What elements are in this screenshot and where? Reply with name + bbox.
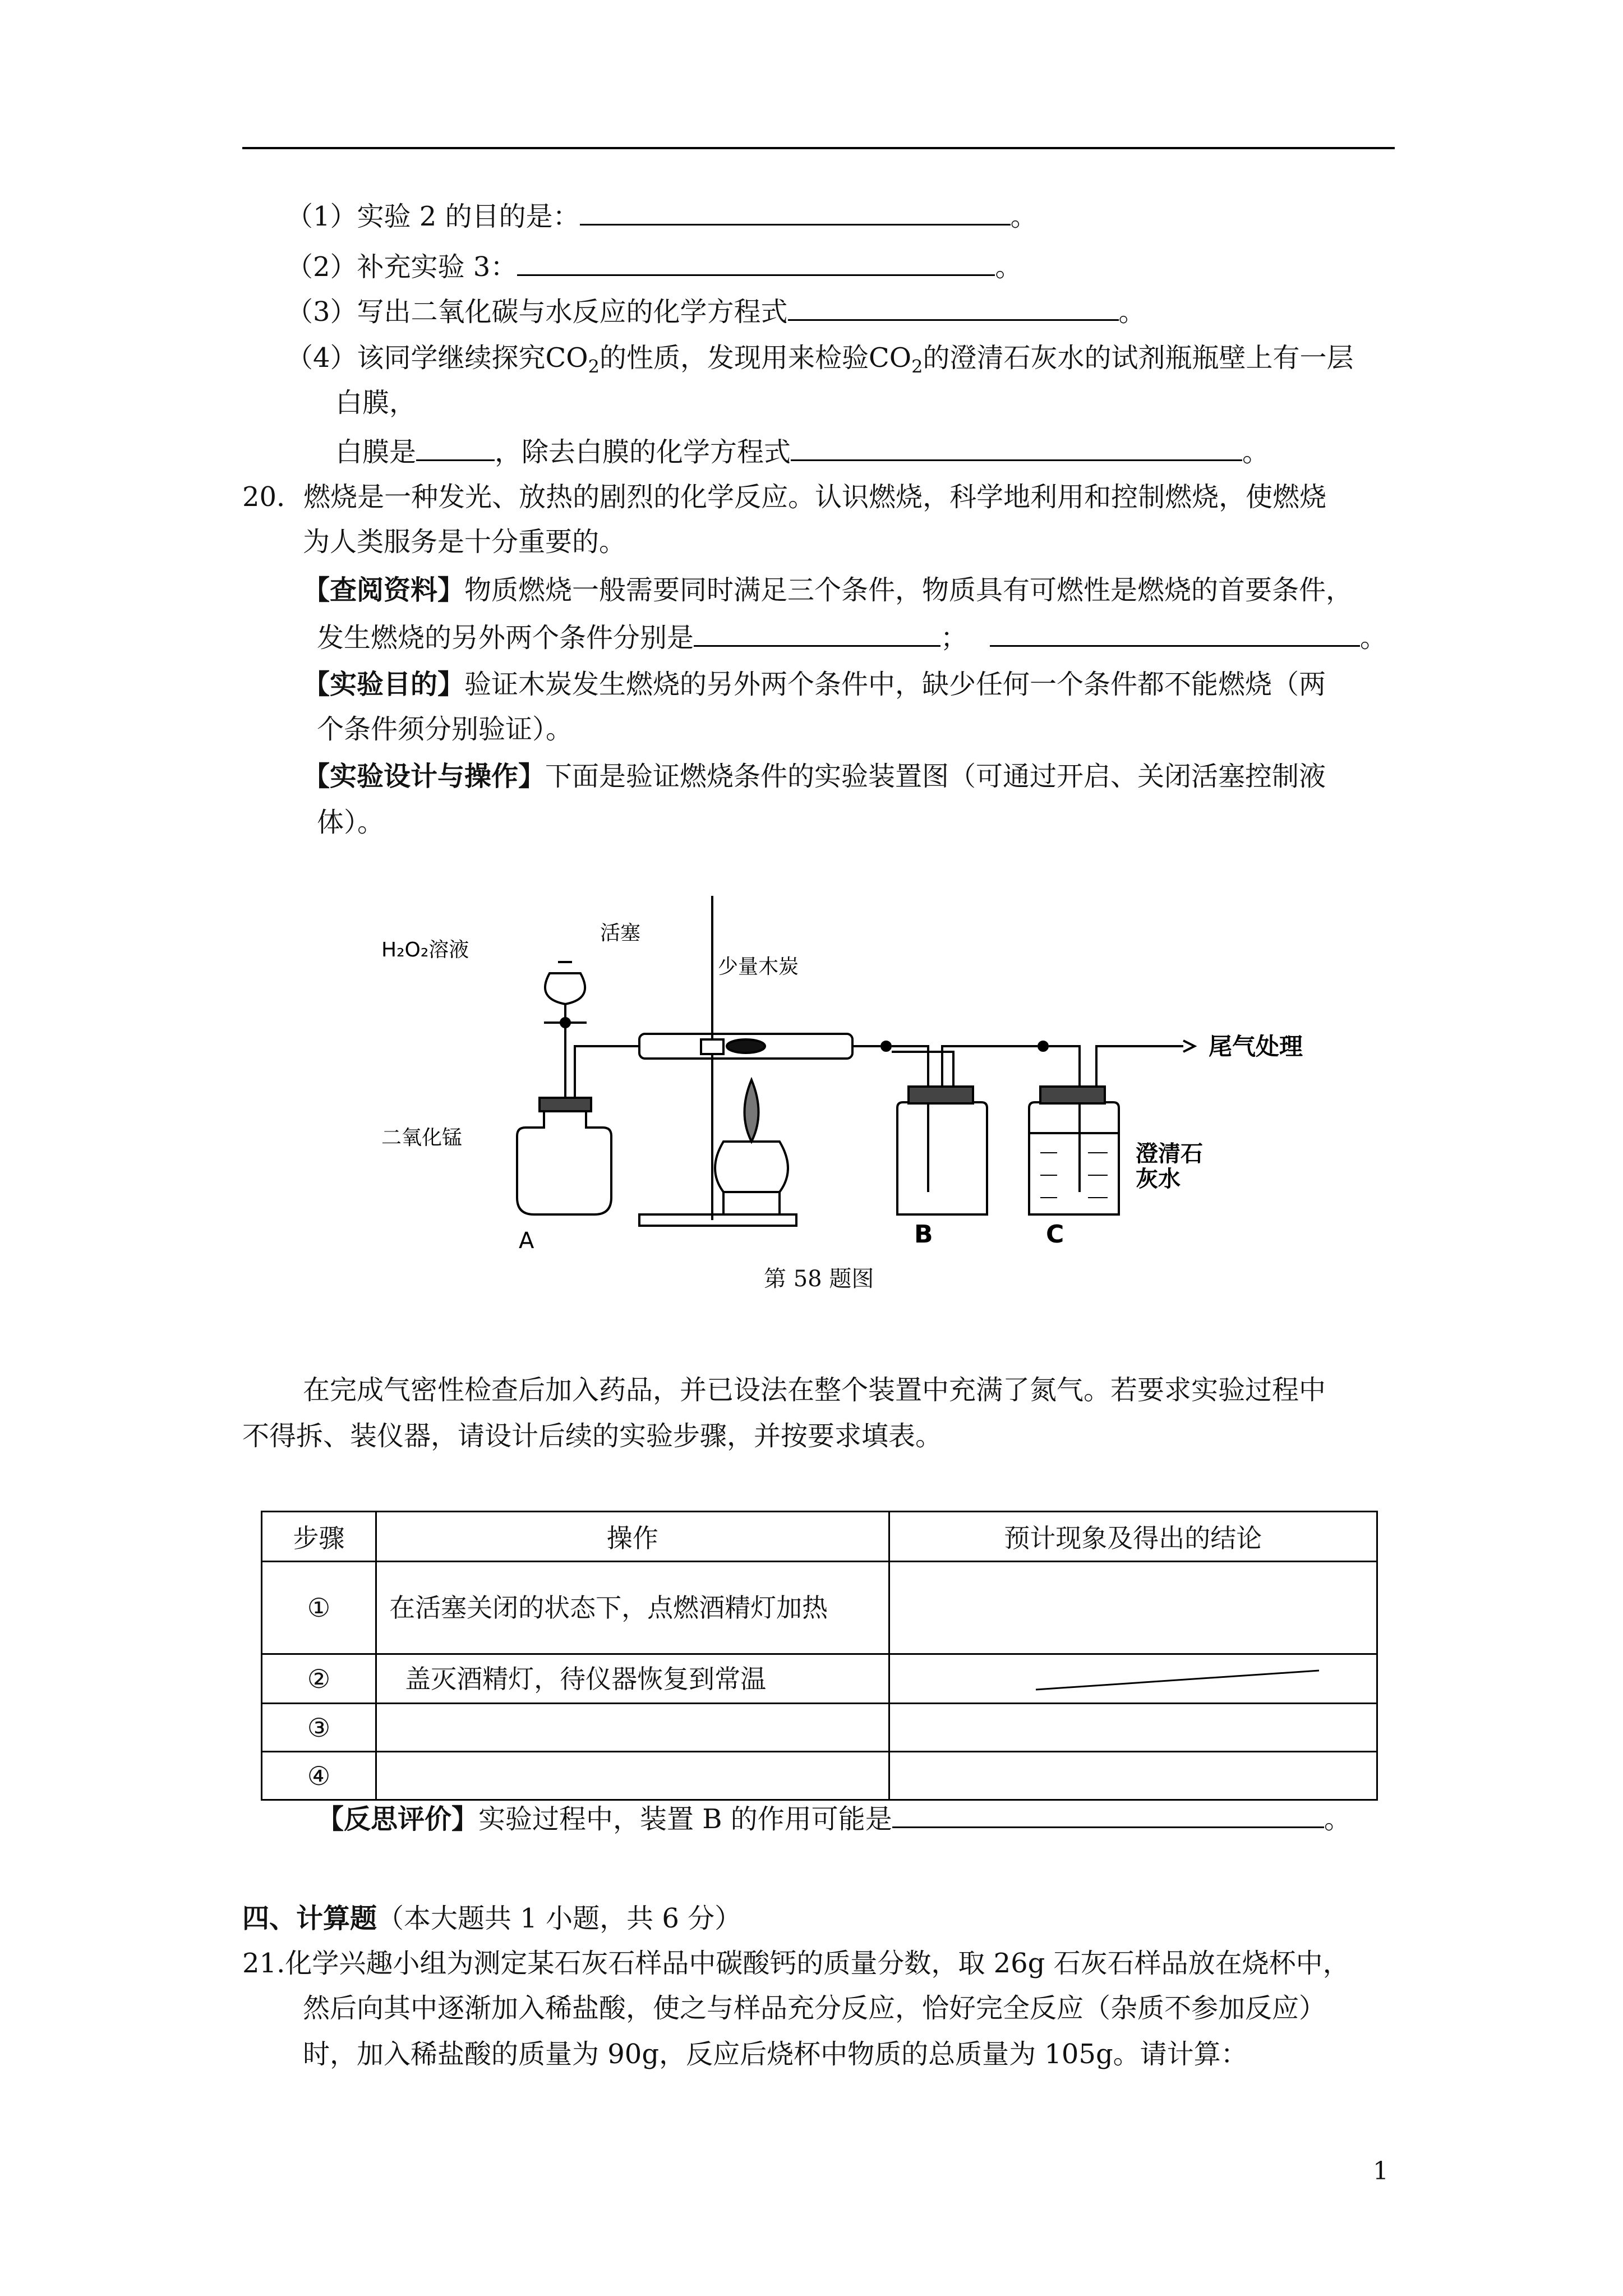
stopper-c <box>1040 1087 1105 1103</box>
answer-blank[interactable] <box>580 199 1011 226</box>
figure-caption: 第 58 题图 <box>764 1266 874 1292</box>
q20-intro-line2: 为人类服务是十分重要的。 <box>303 526 626 558</box>
step-number: ④ <box>262 1752 376 1800</box>
table-row <box>262 1562 1377 1654</box>
q19-part4: （4）该同学继续探究$CO_2$的性质，发现用来检验$CO_2$的澄清石灰水的试剂瓶瓶壁上有一层 <box>286 342 1354 378</box>
table-row <box>262 1704 1377 1752</box>
step-operation[interactable] <box>376 1704 889 1752</box>
step-result[interactable] <box>889 1562 1377 1654</box>
apparatus-figure <box>359 878 1312 1271</box>
alcohol-lamp <box>715 1142 788 1192</box>
label-c: C <box>1046 1220 1064 1249</box>
section-heading: 【查阅资料】 <box>303 574 465 606</box>
strike-line <box>890 1655 1393 1704</box>
label-h2o2: H₂O₂溶液 <box>381 938 469 961</box>
answer-blank[interactable] <box>788 295 1119 321</box>
label-charcoal: 少量木炭 <box>718 955 799 978</box>
table-row <box>262 1752 1377 1800</box>
header-rule <box>242 147 1395 149</box>
answer-blank[interactable] <box>416 435 495 461</box>
q20-intro-line1: 20．燃烧是一种发光、放热的剧烈的化学反应。认识燃烧，科学地利用和控制燃烧，使燃烧 <box>242 481 1327 513</box>
q20-design-cont: 体）。 <box>317 807 385 838</box>
q20-paragraph-line1: 在完成气密性检查后加入药品，并已设法在整个装置中充满了氮气。若要求实验过程中 <box>303 1374 1326 1406</box>
section-heading: 【实验目的】 <box>303 669 465 700</box>
answer-blank[interactable] <box>892 1802 1324 1828</box>
bottle-b <box>897 1102 987 1214</box>
table-header-row <box>262 1512 1377 1562</box>
separatory-funnel <box>545 973 585 1004</box>
flask-a <box>517 1111 611 1214</box>
answer-blank[interactable] <box>990 620 1360 647</box>
steps-table <box>261 1511 1378 1801</box>
q21-line2: 然后向其中逐渐加入稀盐酸，使之与样品充分反应，恰好完全反应（杂质不参加反应） <box>303 1993 1326 2024</box>
step-operation[interactable] <box>376 1752 889 1800</box>
answer-blank[interactable] <box>791 435 1242 461</box>
q19-part4-cont: 白膜， <box>335 387 417 418</box>
step-number: ① <box>262 1562 376 1654</box>
charcoal <box>727 1039 765 1053</box>
step-result-struck <box>889 1654 1377 1704</box>
step-result[interactable] <box>889 1752 1377 1800</box>
label-stopcock: 活塞 <box>600 922 641 945</box>
q19-part3: （3）写出二氧化碳与水反应的化学方程式 。 <box>286 295 1146 329</box>
page-number: 1 <box>1373 2157 1389 2185</box>
header-result: 预计现象及得出的结论 <box>889 1512 1377 1562</box>
label-mno2: 二氧化锰 <box>381 1126 463 1149</box>
label-limewater-2: 灰水 <box>1136 1166 1181 1192</box>
section-4-title: 四、计算题（本大题共 1 小题，共 6 分） <box>242 1903 742 1934</box>
step-number: ② <box>262 1654 376 1704</box>
header-step: 步骤 <box>262 1512 376 1562</box>
q20-goal: 【实验目的】验证木炭发生燃烧的另外两个条件中，缺少任何一个条件都不能燃烧（两 <box>303 669 1326 700</box>
label-tail-gas: 尾气处理 <box>1209 1033 1303 1060</box>
section-heading: 【实验设计与操作】 <box>303 761 546 792</box>
step-result[interactable] <box>889 1704 1377 1752</box>
q20-design: 【实验设计与操作】下面是验证燃烧条件的实验装置图（可通过开启、关闭活塞控制液 <box>303 761 1326 792</box>
q21-line1: 21.化学兴趣小组为测定某石灰石样品中碳酸钙的质量分数，取 26g 石灰石样品放在烧杯中， <box>242 1948 1350 1979</box>
q20-reflection: 【反思评价】实验过程中，装置 B 的作用可能是 。 <box>317 1802 1351 1836</box>
stopper-b <box>909 1087 973 1103</box>
answer-blank[interactable] <box>694 620 940 647</box>
label-b: B <box>914 1220 933 1249</box>
label-limewater-1: 澄清石 <box>1136 1141 1203 1167</box>
q19-part1: （1）实验 2 的目的是： 。 <box>286 199 1038 233</box>
section-heading: 【反思评价】 <box>317 1803 479 1835</box>
q19-part2-text: （2）补充实验 3： <box>286 251 518 283</box>
header-operation: 操作 <box>376 1512 889 1562</box>
answer-blank[interactable] <box>517 250 995 276</box>
step-operation: 在活塞关闭的状态下，点燃酒精灯加热 <box>376 1562 889 1654</box>
q20-reference-cont: 发生燃烧的另外两个条件分别是 ； 。 <box>317 620 1387 655</box>
q19-part2: （2）补充实验 3： 。 <box>286 250 1022 284</box>
q21-line3: 时，加入稀盐酸的质量为 90g，反应后烧杯中物质的总质量为 105g。请计算： <box>303 2039 1248 2070</box>
step-operation: 盖灭酒精灯，待仪器恢复到常温 <box>376 1654 889 1704</box>
apparatus-diagram <box>359 878 1312 1271</box>
q19-part3-text: （3）写出二氧化碳与水反应的化学方程式 <box>286 296 788 328</box>
limewater-hatch <box>1040 1153 1108 1198</box>
q20-paragraph-line2: 不得拆、装仪器，请设计后续的实验步骤，并按要求填表。 <box>242 1420 943 1452</box>
q20-goal-cont: 个条件须分别验证）。 <box>317 714 573 745</box>
step-number: ③ <box>262 1704 376 1752</box>
q19-part1-text: （1）实验 2 的目的是： <box>286 201 580 232</box>
stopper-a <box>540 1098 591 1111</box>
clamp <box>701 1039 723 1054</box>
q19-part5: 白膜是 ，除去白膜的化学方程式 。 <box>335 435 1269 469</box>
table-row <box>262 1654 1377 1704</box>
stand-base <box>639 1214 796 1226</box>
label-a: A <box>519 1228 534 1254</box>
flame <box>745 1080 759 1142</box>
q20-reference: 【查阅资料】物质燃烧一般需要同时满足三个条件，物质具有可燃性是燃烧的首要条件， <box>303 574 1353 606</box>
